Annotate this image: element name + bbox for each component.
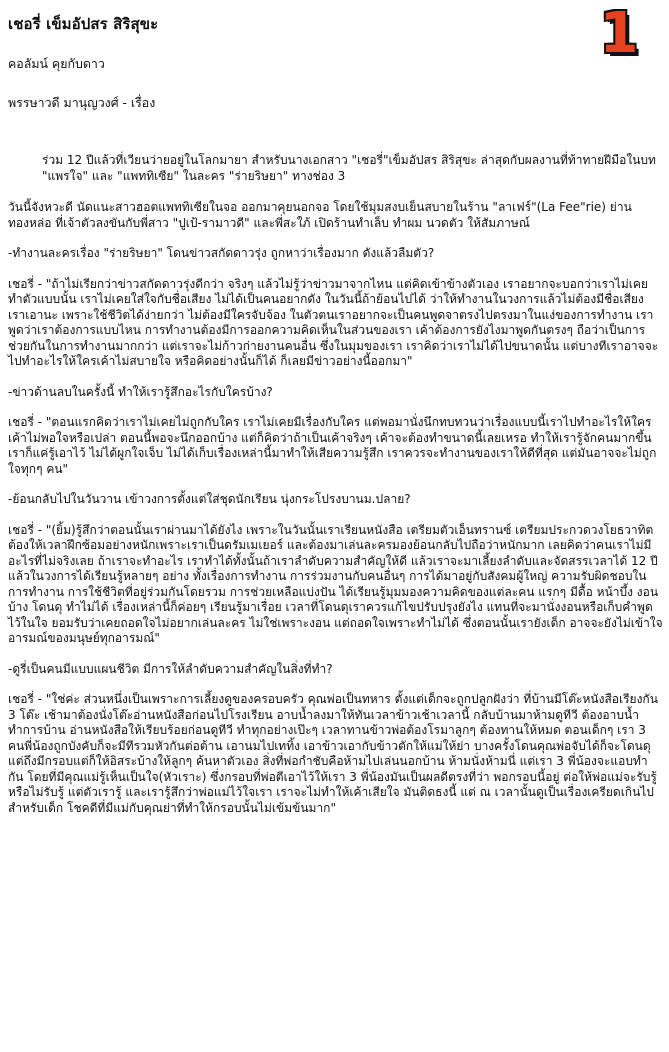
answer-1: เชอรี่ - "ถ้าไม่เรียกว่าข่าวสกัดดาวรุ่งดีกว่า จริงๆ แล้วไม่รู้ว่าข่าวมาจากไหน แต่คิดเข้าข้างตัวเอง เราอยากจะบอกว่าเราไม่เคยทำตัวแบบนั้น เราไม่เคยใส่ใจกับชื่อเสียง ไม่ได้เป็นคนอยากดัง ในวันนี้ถ้าย้อนไปได้ ว่าให้ทำงานในวงการแล้วไม่ต้องมีชื่อเสียง เราเอานะ เพราะใช้ชีวิตได้ง่ายกว่า ไม่ต้องมีใครจับจ้อง ในตัวตนเราอยากจะเป็นคนพูดจาตรงไปตรงมาในแง่ของการทำงาน เราพูดว่าเราต้องการแบบไหน การทำงานต้องมีการออกความคิดเห็นในส่วนของเรา เค้าต้องการยังไงมาพูดกันตรงๆ ถือว่าเป็นการช่วยกันในการทำงานมากกว่า แต่เราจะไม่ก้าวก่ายงานคนอื่น ซึ่งในมุมของเรา เราคิดว่าเราไม่ได้ไปขนาดนั้น แต่บางทีเราอาจจะไปทำอะไรให้ใครเค้าไม่สบายใจ หรือคิดอย่างนั้นก็ได้ ก็เลยมีข่าวอย่างนี้ออกมา" [8,276,659,368]
answer-3: เชอรี่ - "(ยิ้ม)รู้สึกว่าตอนนั้นเราผ่านมาได้ยังไง เพราะในวันนั้นเราเรียนหนังสือ เตรียมตัวเอ็นทรานซ์ เตรียมประกวดวงโยธวาทิตต้องให้เวลาฝึกซ้อมอย่างหนักเพราะเราเป็นดรัมเมเยอร์ และต้องมาเล่นละครมองย้อนกลับไปถือว่าหนักมาก เลยคิดว่าคนเราไม่มีอะไรที่ไม่จริงเลย ถ้าเราจะทำอะไร เราทำได้ทั้งนั้นถ้าเราลำดับความสำคัญให้ดี แล้วเราจะมาเลี้ยงลำดับและจัดสรรเวลาได้ 12 ปีแล้วในวงการได้เรียนรู้หลายๆ อย่าง ทั้งเรื่องการทำงาน การร่วมงานกับคนอื่นๆ การได้มาอยู่กับสังคมผู้ใหญ่ ความรับผิดชอบในการทำงาน การใช้ชีวิตที่อยู่ร่วมกันโดยรวม การช่วยเหลือแบ่งปัน ได้เรียนรู้มุมมองความคิดของแต่ละคน แรกๆ มีดื้อ หน้าบึ้ง งอนบ้าง โดนดุ ทำไม่ได้ เรื่องเหล่านี้ก็ค่อยๆ เรียนรู้มาเรื่อย เวลาที่โดนดุเราควรแก้ไขปรับปรุงยังไง แทนที่จะมานั่งงอนหรือเก็บคำพูดไว้ในใจ ยอมรับว่าเคยถอดใจไม่อยากเล่นละคร ไม่ใช่เพราะงอน แต่ถอดใจเพราะทำไม่ได้ ซึ่งตอนนั้นเรายังเด็ก อาจจะยังไม่เข้าใจอารมณ์ของมนุษย์ทุกอารมณ์" [8,522,663,645]
author-credit: พรรษาวดี มานุญวงศ์ - เรื่อง [8,95,156,110]
question-1: -ทำงานละครเรื่อง "ร่ายริษยา" โดนข่าวสกัดดาวรุ่ง ถูกหาว่าเรื่องมาก ดังแล้วลืมตัว? [8,246,435,260]
article-title: เชอรี่ เข็มอัปสร สิริสุขะ [8,15,159,33]
answer-4: เชอรี่ - "ใช่ค่ะ ส่วนหนึ่งเป็นเพราะการเลี้ยงดูของครอบครัว คุณพ่อเป็นทหาร ตั้งแต่เด็กจะถูกปลูกฝังว่า ที่บ้านมีโต๊ะหนังสือเรียงกัน 3 โต๊ะ เช้ามาต้องนั่งโต๊ะอ่านหนังสือก่อนไปโรงเรียน อาบน้ำลงมาให้ทันเวลาข้าวเช้าเวลานี้ กลับบ้านมาห้ามดูทีวี ต้องอาบน้ำ ทำการบ้าน อ่านหนังสือให้เรียบร้อยก่อนดูทีวี ทำทุกอย่างเป๊ะๆ เวลาทานข้าวพ่อต้องโรมาลูกๆ ต้องทานให้หมด ตอนเด็กๆ เรา 3 คนพี่น้องถูกบังคับก็จะมีทีรวมหัวกันต่อต้าน เอานมไปเททิ้ง เอาข้าวเอากับข้าวตักให้แม่ให้ย่า บางครั้งโดนคุณพ่อจับได้ก็จะโดนดุ แต่ถึงมีกรอบแต่ก็ให้อิสระบ้างให้ลูกๆ ค้นหาตัวเอง สิ่งที่พ่อกำชับคือห้ามไปเล่นนอกบ้าน ห้ามนั่งห้ามนี่ แต่เรา 3 พี่น้องจะแอบทำกัน โดยที่มีคุณแม่รู้เห็นเป็นใจ(หัวเราะ) ซึ่งกรอบที่พ่อตีเอาไว้ให้เรา 3 พี่น้องมันเป็นผลดีตรงที่ว่า พอกรอบนี้อยู่ ต่อให้พ่อแม่จะรับรู้หรือไม่รับรู้ แต่ตัวเรารู้ และเรารู้สึกว่าพ่อแม่ไว้ใจเรา เราจะไม่ทำให้เค้าเสียใจ มันติดธงนี้ แต่ ณ เวลานั้นดูเป็นเรื่องเครียดเกินไปสำหรับเด็ก โชคดีที่มีแม่กับคุณย่าที่ทำให้กรอบนั้นไม่เข้มข้นมาก" [8,692,658,815]
intro-paragraph: วันนี้จังหวะดี นัดแนะสาวฮอตแพททิเซียในจอ ออกมาคุยนอกจอ โดยใช้มุมสงบเย็นสบายในร้าน "ลาเฟร์"(La Fee"rie) ย่านทองหล่อ ที่เจ้าตัวลงขันกับพี่สาว "ปูเป้-รามาวดี" และพี่สะใภ้ เปิดร้านทำเล็บ ทำผม นวดตัว ให้สัมภาษณ์ [8,200,632,230]
lead-paragraph: ร่วม 12 ปีแล้วที่เวียนว่ายอยู่ในโลกมายา สำหรับนางเอกสาว "เชอรี่"เข็มอัปสร สิริสุขะ ล่าสุดกับผลงานที่ท้าทายฝีมือในบท "แพรใจ" และ "แพททิเซีย" ในละคร "ร่ายริษยา" ทางช่อง 3 [42,153,656,183]
article-body [8,153,663,831]
question-4: -ดูรี่เป็นคนมีแบบแผนชีวิต มีการให้ลำดับความสำคัญในสิ่งที่ทำ? [8,661,333,676]
page-number-badge: 1 [599,1,639,66]
column-name: คอลัมน์ คุยกับดาว [8,56,105,71]
answer-2: เชอรี่ - "ตอนแรกคิดว่าเราไม่เคยไม่ถูกกับใคร เราไม่เคยมีเรื่องกับใคร แต่พอมานั่งนึกทบทวนว่าเรื่องแบบนี้เราไปทำอะไรให้ใครเค้าไม่พอใจหรือเปล่า ตอนนี้พอจะนึกออกบ้าง แต่ก็คิดว่าถ้าเป็นเค้าจริงๆ เค้าจะต้องทำขนาดนี้เลยเหรอ ทำให้เรารู้จักคนมากขึ้น เราก็แค่รู้เอาไว้ ไม่ได้ผูกใจเจ็บ ไม่ได้เก็บเรื่องเหล่านี้มาทำให้เสียความรู้สึก เราควรจะทำงานของเราให้ดีที่สุด แต่มันอาจจะไม่ถูกใจทุกๆ คน" [8,415,657,476]
question-3: -ย้อนกลับไปในวันวาน เข้าวงการตั้งแต่ใส่ชุดนักเรียน นุ่งกระโปรงบานม.ปลาย? [8,492,411,506]
question-2: -ข่าวด้านลบในครั้งนี้ ทำให้เรารู้สึกอะไรกับใครบ้าง? [8,384,273,399]
